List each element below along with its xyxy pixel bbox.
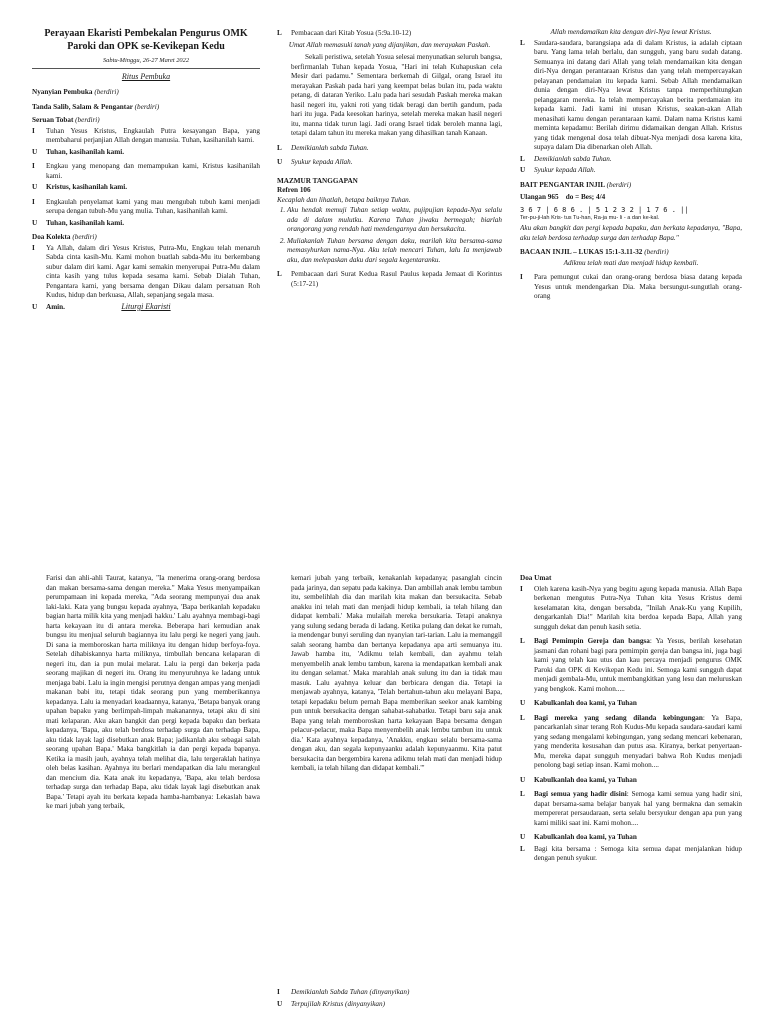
petition-lead: Bagi Pemimpin Gereja dan bangsa [534,637,650,645]
bacaan-2-subtitle: Allah mendamaikan kita dengan diri-Nya lewat Kristus. [550,28,712,36]
petition-row: L Bagi Pemimpin Gereja dan bangsa: Ya Yesus, berilah kesehatan jasmani dan rohani bagi para pemimpin gereja dan bangsa ini, juga bagi kami yang telah kau utus dan kau percaya menjadi pengurus OMK Paroki dan OPK di Kevikepan Kedu ini. Semoga kami sungguh dapat menjadi gembala-Mu, untuk membangkitkan yang lesu dan meluruskan yang bengkok. Kami mohon..... [520,637,742,693]
bacaan-2-title-row: L Pembacaan dari Surat Kedua Rasul Paulus kepada Jemaat di Korintus (5:17-21) [277,270,502,288]
petition-text: : Semoga kami semua yang hadir sini, dapat bersama-sama belajar banyak hal yang bermakna dan semakin mempererat persaudaraan, serta selalu bersyukur dengan apa pun yang kami miliki saat ini. Kami mohon.... [534,790,742,827]
petition-text: : Ya Bapa, pancarkanlah sinar terang Roh Kudus-Mu kepada saudara-saudari kami yang sedang mengalami kebingungan, yang sedang mencari kebenaran, yang menderita kesusahan dan putus asa. Kiranya, berkat penyertaan-Mu, mereka dapat sungguh menyadari bahwa Roh Kudus menjadi penolong bagi setiap insan. Kami mohon.... [534,713,742,769]
doa-kolekta: Doa Kolekta (berdiri) [32,233,97,241]
bacaan-1-subtitle: Umat Allah memasuki tanah yang dijanjikan, dan merayakan Paskah. [288,40,491,49]
bacaan-1-title-row: L Pembacaan dari Kitab Yosua (5:9a.10-12) [277,29,502,39]
mazmur-verse: 2. Muliakanlah Tuhan bersama dengan daku, marilah kita bersama-sama memasyhurkan nama-Nya. Aku telah mencari Tuhan, lalu Ia menjawab aku, dan melepaskan daku dari segala kegentaranku. [287,237,502,266]
bacaan-1-closing: L Demikianlah sabda Tuhan. [277,143,369,152]
seruan-tobat-list [32,127,260,229]
bacaan-2-closing: L Demikianlah sabda Tuhan. [520,154,612,163]
seruan-tobat: Seruan Tobat (berdiri) [32,116,100,124]
column-1-top [32,28,260,516]
doa-umat-intro-row: I Oleh karena kasih-Nya yang begitu agung kepada manusia. Allah Bapa berkenan mengutus Putra-Nya Tuhan kita Yesus Kristus demi keselamatan kita, dengan bersabda, "Inilah Anak-Ku yang Kupilih, dengarkanlah Dia!" Marilah kita berdoa kepada Bapa, Allah yang sungguh dekat dan penuh kasih setia. [520,584,742,631]
music-notation: 3 6 7 | 6 8 6 . | 5 1 2 3 2 | 1 7 6 . || [520,205,689,214]
doa-kolekta-text: Ya Allah, dalam diri Yesus Kristus, Putra-Mu, Engkau telah menaruh Sabda cinta kasih-Mu. Kami mohon buatlah sabda-Mu itu berkembang subur dalam diri kami. Agar kami semakin menyerupai Putra-Mu dalam cinta kasih yang tulus kepada sesama kami. Sebab Dialah Tuhan, Pengantara kami, yang bersama dengan Dikau dalam persatuan Roh Kudus, hidup dan berkuasa, Allah, sepanjang segala masa. [46,243,260,299]
bacaan-1-text: Sekali peristiwa, setelah Yosua selesai menyunatkan seluruh bangsa, berfirmanlah Tuhan kepada Yosua, "Hari ini telah Kuhapuskan cela Mesir dari padamu." Sementara berkemah di Gilgal, orang Israel itu merayakan Paskah pada hari yang keempat belas bulan itu, pada waktu petang, di dataran Yeriko. Lalu pada hari sesudah Paskah mereka makan hasil negeri itu, yakni roti yang tidak beragi dan bertih gandum, pada hari itu juga. Pada keesokan harinya, setelah mereka makan hasil negeri itu, manna tidak turun lagi. Jadi orang Israel tidak beroleh manna lagi, tetapi dalam tahun itu mereka makan yang dihasilkan tanah Kanaan. [291,53,502,137]
bacaan-1-title: Pembacaan dari Kitab Yosua (5:9a.10-12) [291,29,412,37]
bacaan-2-response: U Syukur kepada Allah. [520,166,596,174]
seruan-text: Engkaulah penyelamat kami yang mau mengubah tubuh kami menjadi serupa dengan tubuh-Mu yang mulia. Tuhan, kasihanilah kami. [46,197,260,215]
bacaan-1-response: U Syukur kepada Allah. [277,158,353,166]
nyanyian-pembuka: Nyanyian Pembuka (berdiri) [32,88,119,96]
mazmur-title: MAZMUR TANGGAPAN [277,176,358,185]
divider [32,68,260,69]
mazmur-verse: 1. Aku hendak memuji Tuhan setiap waktu, pujipujian kepada-Nya selalu ada di dalam mulutku. Karena Tuhan jiwaku bermegah; biarlah orangorang yang rendah hati mendengarnya dan bersukacita. [287,206,502,235]
petition-row: L Bagi semua yang hadir disini: Semoga kami semua yang hadir sini, dapat bersama-sama belajar banyak hal yang bermakna dan semakin mempererat persaudaraan, serta selalu bersyukur dengan apa pun yang kami miliki saat ini. Kami mohon.... [520,790,742,827]
bacaan-injil-subtitle: Adikmu telah mati dan menjadi hidup kembali. [563,258,699,267]
seruan-text: Tuhan, kasihanilah kami. [46,147,125,156]
bacaan-2-text-row: L Saudara-saudara, barangsiapa ada di dalam Kristus, ia adalah ciptaan baru. Yang lama telah berlalu, dan sungguh, yang baru sudah datang. Semuanya ini datang dari Allah yang telah mendamaikan kita dengan diri-Nya dengan perantaraan Kristus dan yang telah mempercayakan pelayanan pendamaian itu kepada kami. Sebab Allah mendamaikan dunia dengan diri-Nya lewat Kristus tanpa memperhitungkan pelanggaran mereka. Ia telah mempercayakan berita perdamaian itu kepada kami. Jadi kami ini utusan Kristus, seakan-akan Allah menasihati kamu dengan perantaraan kami. Dalam nama Kristus kami meminta kepadamu: Berilah dirimu didamaikan dengan Allah. Kristus yang tidak mengenal dosa telah dibuat-Nya menjadi dosa karena kita, supaya dalam Dia dibenarkan oleh Allah. [520,38,742,151]
seruan-text: Tuhan Yesus Kristus, Engkaulah Putra kesayangan Bapa, yang membaharui perjanjian Allah dengan manusia. Tuhan, kasihanilah kami. [46,126,260,144]
column-2-bottom [277,574,502,1024]
bacaan-2-text: Saudara-saudara, barangsiapa ada di dalam Kristus, ia adalah ciptaan baru. Yang lama telah berlalu, dan sungguh, yang baru sudah datang. Semuanya ini datang dari Allah yang telah mendamaikan kita dengan diri-Nya dengan perantaraan Kristus dan yang telah mempercayakan pelayanan pendamaian itu kepada kami. Sebab Allah mendamaikan dunia dengan diri-Nya lewat Kristus tanpa memperhitungkan pelanggaran mereka. Ia telah mempercayakan berita perdamaian itu kepada kami. Jadi kami ini utusan Kristus, seakan-akan Allah menasihati kamu dengan perantaraan kami. Dalam nama Kristus kami meminta kepadamu: Berilah dirimu didamaikan dengan Allah. Kristus yang tidak mengenal dosa telah dibuat-Nya menjadi dosa karena kita, supaya dalam Dia dibenarkan oleh Allah. [534,38,742,151]
document-date: Sabtu-Minggu, 26-27 Maret 2022 [102,57,190,64]
invocation-row: I Engkaulah penyelamat kami yang mau mengubah tubuh kami menjadi serupa dengan tubuh-Mu yang mulia. Tuhan, kasihanilah kami. [32,197,260,215]
invocation-row: I Engkau yang menopang dan memampukan kami, Kristus kasihanilah kami. [32,162,260,180]
bacaan-injil-title: BACAAN INJIL – LUKAS 15:1-3.11-32 (berdiri) [520,248,669,257]
amin-row: U Amin. [32,302,65,311]
mazmur-refren-text: Kecaplah dan lihatlah, betapa baiknya Tuhan. [277,195,411,204]
column-3-bottom [520,574,742,1024]
injil-start-row: I Para pemungut cukai dan orang-orang berdosa biasa datang kepada Yesus untuk mendengarkan Dia. Maka bersungut-sungutlah orang-orang [520,273,742,301]
bacaan-2-title: Pembacaan dari Surat Kedua Rasul Paulus kepada Jemaat di Korintus (5:17-21) [291,270,502,288]
column-2-top [277,28,502,516]
column-3-top [520,28,742,516]
petition-list [520,637,742,843]
response-row: U Tuhan, kasihanilah kami. [32,148,260,158]
response-row: U Tuhan, kasihanilah kami. [32,219,260,229]
petition-lead: Bagi mereka yang sedang dilanda kebingungan [534,713,703,722]
mazmur-verses [277,206,502,265]
seruan-text: Engkau yang menopang dan memampukan kami, Kristus kasihanilah kami. [46,162,260,180]
petition-response: U Kabulkanlah doa kami, ya Tuhan [520,833,637,841]
petition-lead: Bagi semua yang hadir disini [534,790,627,798]
injil-text-col1: Farisi dan ahli-ahli Taurat, katanya, "Ia menerima orang-orang berdosa dan makan bersama-sama dengan mereka." Maka Yesus menyampaikan perumpamaan ini kepada mereka, "Ada seorang mempunyai dua anak laki-laki. Kata yang bungsu kepada ayahnya, 'Bapa berikanlah kepadaku bagian harta milik kita yang menjadi hakku.' Lalu ayahnya membagi-bagi harta kekayaan itu di antara mereka. Beberapa hari kemudian anak bungsu itu menjual seluruh bagiannya itu lalu pergi ke negeri yang jauh. Di sana ia memboroskan harta miliknya itu dengan hidup berfoya-foya. Setelah dihabiskannya harta miliknya, timbullah bencana kelaparan di negeri itu, dan ia pun mulai melarat. Lalu ia pergi dan bekerja pada seorang majikan di negeri itu. Orang itu menyuruhnya ke ladang untuk menjaga babi. Lalu ia ingin mengisi perutnya dengan ampas yang menjadi makanan babi itu, tetapi tidak seorang pun yang memberikannya kepadanya. Lalu ia menyadari keadaannya, katanya, 'Betapa banyak orang upahan bapaku yang berlimpah-limpah makanannya, tetapi aku di sini mati kelaparan. Aku akan bangkit dan pergi kepada bapaku dan berkata kepadanya, 'Bapa, aku telah berdosa terhadap surga dan terhadap Bapa, aku tidak layak lagi disebutkan anak Bapa; jadikanlah aku sebagai salah seorang upahan Bapa.' Maka bangkitlah ia dan pergi kepada bapanya. Ketika ia masih jauh, ayahnya telah melihat dia, lalu tergeraklah hatinya oleh belas kasihan. Ayahnya itu berlari mendapatkan dia lalu merangkul dan mencium dia. Kata anak itu kepadanya, 'Bapa, aku telah berdosa terhadap surga dan terhadap Bapa, aku tidak layak lagi disebutkan anak Bapa.' Tetapi ayah itu berkata kepada hamba-hambanya: Lekaslah bawa ke mari jubah yang terbaik, [46,574,260,810]
ritus-pembuka-title: Ritus Pembuka [121,72,171,82]
column-1-bottom [32,574,260,1024]
bait-ulangan: Ulangan 965 do = Bes; 4/4 [520,193,606,201]
injil-response: U Terpujilah Kristus (dinyanyikan) [277,999,385,1008]
doa-umat-title: Doa Umat [520,574,552,582]
bait-verse: Aku akan bangkit dan pergi kepada bapaku, dan berkata kepadanya, "Bapa, aku telah berdosa terhadap surga dan terhadap Bapa." [520,224,742,242]
petition-response: U Kabulkanlah doa kami, ya Tuhan [520,699,637,707]
petition-text: : Ya Yesus, berilah kesehatan jasmani dan rohani bagi para pemimpin gereja dan bangsa ini, juga bagi kami yang telah kau utus dan kau percaya menjadi pengurus OMK Paroki dan OPK di Kevikepan Kedu ini. Semoga kami sungguh dapat menjadi gembala-Mu, untuk membangkitkan yang lesu dan meluruskan yang bengkok. Kami mohon..... [534,637,742,693]
doa-kolekta-row: I Ya Allah, dalam diri Yesus Kristus, Putra-Mu, Engkau telah menaruh Sabda cinta kasih-Mu. Kami mohon buatlah sabda-Mu itu berkembang subur dalam diri kami. Agar kami semakin menyerupai Putra-Mu dalam cinta kasih yang tulus kepada sesama kami. Sebab Dialah Tuhan, Pengantara kami, yang bersama dengan Dikau dalam persatuan Roh Kudus, hidup dan berkuasa, Allah, sepanjang segala masa. [32,243,260,299]
injil-closing: I Demikianlah Sabda Tuhan (dinyanyikan) [277,988,410,996]
doa-umat-intro: Oleh karena kasih-Nya yang begitu agung kepada manusia. Allah Bapa berkenan mengutus Putra-Nya Tuhan kita Yesus Kristus demi keselamatan kita, dengan bersabda, "Inilah Anak-Ku yang Kupilih, dengarkanlah Dia!" Marilah kita berdoa kepada Bapa, Allah yang sungguh dekat dan penuh kasih setia. [534,584,742,631]
seruan-text: Tuhan, kasihanilah kami. [46,218,125,227]
injil-text-col2: kemari jubah yang terbaik, kenakanlah kepadanya; pasanglah cincin pada jarinya, dan sepatu pada kakinya. Dan ambillah anak lembu tambun itu, sembelihlah dia dan marilah kita makan dan bersukacita. Sebab anakku ini telah mati dan menjadi hidup kembali, ia telah hilang dan didapat kembali.' Maka mulailah mereka bersukaria. Tetapi anaknya yang sulung sedang berada di ladang. Ketika pulang dan dekat ke rumah, ia mendengar bunyi seruling dan nyanyian tari-tarian. Lalu ia memanggil salah seorang hamba dan bertanya kepadanya apa arti semuanya itu. Jawab hamba itu, 'Adikmu telah kembali, dan ayahmu telah menyembelih anak lembu tambun, karena ia mendapatkan kembali anak itu dengan selamat.' Maka marahlah anak sulung itu dan ia tidak mau masuk. Lalu ayahnya keluar dan berbicara dengan dia. Tetapi ia menjawab ayahnya, katanya, 'Telah bertahun-tahun aku melayani Bapa, tetapi kepadaku belum pernah Bapa memberikan seekor anak kambing pun untuk bersukacita dengan sahabat-sahabatku. Tetapi baru saja anak Bapa yang telah memboroskan harta kekayaan Bapa bersama dengan pelacur-pelacur, maka Bapa menyembelih anak lembu tambun itu untuk dia.' Kata ayahnya kepadanya, 'Anakku, engkau selalu bersama-sama dengan aku, dan segala kepunyaanku adalah kepunyaanmu. Kita patut bersukacita dan bergembira karena adikmu telah mati dan menjadi hidup kembali, ia telah hilang dan didapat kembali.'" [291,574,502,772]
injil-text-start: Para pemungut cukai dan orang-orang berdosa biasa datang kepada Yesus untuk mendengarkan Dia. Maka bersungut-sungutlah orang-orang [534,273,742,301]
invocation-row: I Tuhan Yesus Kristus, Engkaulah Putra kesayangan Bapa, yang membaharui perjanjian Allah dengan manusia. Tuhan, kasihanilah kami. [32,126,260,144]
doa-umat-last: L Bagi kita bersama : Semoga kita semua dapat menjalankan hidup dengan penuh syukur. [520,844,742,862]
response-row: U Kristus, kasihanilah kami. [32,183,260,193]
petition-row: L Bagi mereka yang sedang dilanda kebingungan: Ya Bapa, pancarkanlah sinar terang Roh Kudus-Mu kepada saudara-saudari kami yang sedang mengalami kebingungan, yang sedang mencari kebenaran, yang menderita kesusahan dan putus asa. Kiranya, berkat penyertaan-Mu, mereka dapat sungguh menyadari bahwa Roh Kudus menjadi penolong bagi setiap insan. Kami mohon.... [520,713,742,769]
tanda-salib: Tanda Salib, Salam & Pengantar (berdiri) [32,102,160,111]
liturgi-ekaristi-title: Liturgi Ekaristi [121,302,171,311]
seruan-text: Kristus, kasihanilah kami. [46,183,128,191]
petition-response: U Kabulkanlah doa kami, ya Tuhan [520,775,637,784]
music-lyric: Ter-pu-ji-lah Kris- tus Tu-han, Ra-ja mu- li - a dan ke-kal. [520,214,660,221]
document-title: Perayaan Ekaristi Pembekalan Pengurus OMK Paroki dan OPK se-Kevikepan Kedu [44,28,248,52]
bait-pengantar-injil: BAIT PENGANTAR INJIL (berdiri) [520,180,632,189]
mazmur-refren: Refren 106 [277,186,311,194]
